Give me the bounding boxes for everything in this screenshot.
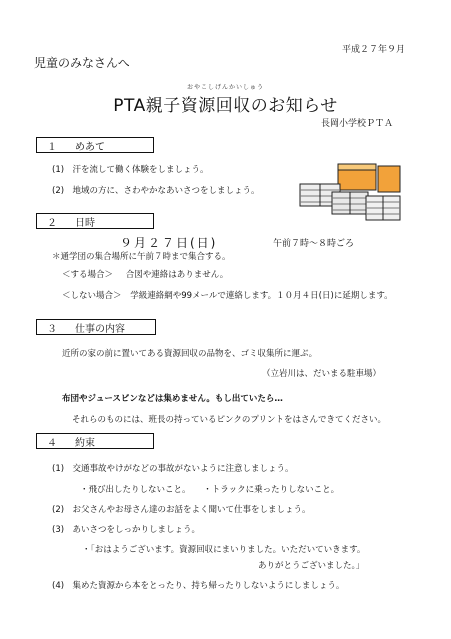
section-title: 約束 (75, 437, 95, 449)
cancel-text: 学級連絡網や99メールで連絡します。１０月４日(日)に延期します。 (130, 291, 393, 301)
addressee: 児童のみなさんへ (34, 56, 130, 70)
aim-item-2: (2) 地域の方に、さわやかなあいさつをしましょう。 (52, 186, 260, 196)
schedule-note: ＊通学団の集合場所に午前７時まで集合する。 (52, 252, 231, 262)
section-title: 仕事の内容 (75, 323, 125, 335)
promise-item-3: (3) あいさつをしっかりしましょう。 (52, 525, 201, 535)
section-promise-heading (36, 433, 154, 449)
event-date: ９月２７日(日) (120, 236, 218, 250)
issue-date: 平成２７年９月 (341, 45, 405, 55)
promise-item-1: (1) 交通事故やけがなどの事故がないように注意しましょう。 (52, 464, 294, 474)
held-case (62, 268, 228, 280)
organization: 長岡小学校ＰＴＡ (320, 119, 393, 129)
promise-item-3-quote-1: ・「おはようございます。資源回収にまいりました。いただいていきます。 (82, 545, 366, 555)
section-number: ３ (47, 323, 57, 335)
promise-item-1-sub: ・飛び出したりしないこと。 ・トラックに乗ったりしないこと。 (80, 485, 340, 495)
section-work-heading (36, 319, 156, 335)
event-time: 午前７時～８時ごろ (273, 239, 355, 249)
cancel-case (62, 289, 393, 301)
held-label: ＜する場合＞ (62, 270, 114, 280)
section-number: １ (47, 141, 57, 153)
held-text: 合図や連絡はありません。 (125, 270, 229, 280)
title-ruby: おやこしげんかいしゅう (186, 84, 264, 91)
page-title: PTA親子資源回収のお知らせ (113, 96, 338, 116)
recycling-bundles-icon (298, 158, 404, 228)
cancel-label: ＜しない場合＞ (62, 291, 122, 301)
promise-item-3-quote-2: ありがとうございました。」 (258, 561, 365, 571)
promise-item-2: (2) お父さんやお母さん達のお話をよく聞いて仕事をしましょう。 (52, 505, 311, 515)
section-title: めあて (75, 141, 105, 153)
work-followup: それらのものには、班長の持っているピンクのプリントをはさんできてください。 (72, 415, 386, 425)
work-text: 近所の家の前に置いてある資源回収の品物を、ゴミ収集所に運ぶ。 (62, 349, 318, 359)
section-schedule-heading (36, 213, 154, 229)
promise-item-4: (4) 集めた資源から本をとったり、持ち帰ったりしないようにしましょう。 (52, 581, 345, 591)
section-aims-heading (36, 137, 154, 153)
section-number: ４ (47, 437, 57, 449)
aim-item-1: (1) 汗を流して働く体験をしましょう。 (52, 165, 209, 175)
work-warning: 布団やジュースビンなどは集めません。もし出ていたら… (62, 394, 283, 404)
work-sub: （立岩川は、だいまる駐車場） (262, 369, 382, 379)
section-title: 日時 (75, 217, 95, 229)
section-number: ２ (47, 217, 57, 229)
